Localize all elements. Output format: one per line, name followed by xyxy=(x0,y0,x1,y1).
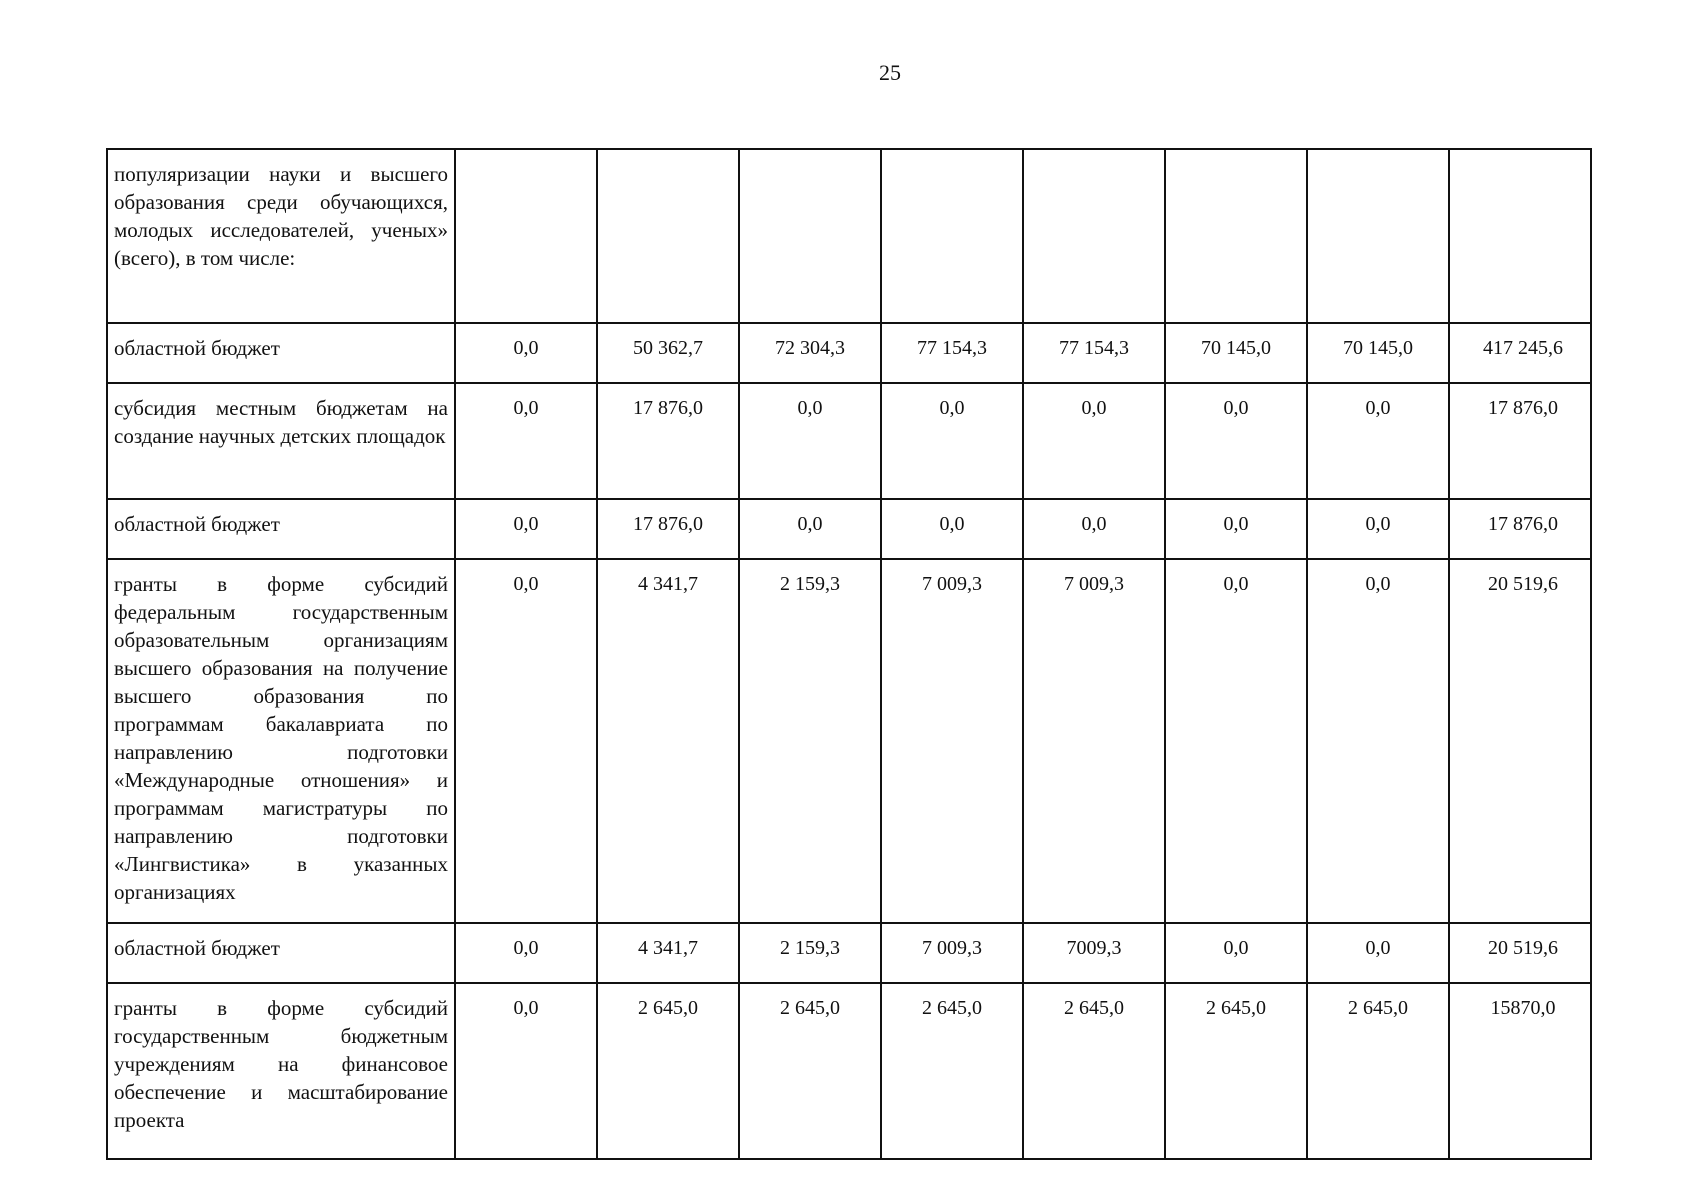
cell-value: 4 341,7 xyxy=(597,923,739,983)
row-label: областной бюджет xyxy=(107,323,455,383)
row-label: гранты в форме субсидий федеральным государственным образовательным организациям высшего образования на получение высшего образования по программам бакалавриата по направлению подготовки «Международные отношения» и программам магистратуры по направлению подготовки «Лингвистика» в указанных организациях xyxy=(107,559,455,923)
cell-value: 0,0 xyxy=(1023,383,1165,499)
row-label: субсидия местным бюджетам на создание научных детских площадок xyxy=(107,383,455,499)
cell-value: 0,0 xyxy=(739,383,881,499)
cell-value: 0,0 xyxy=(881,499,1023,559)
cell-value: 7 009,3 xyxy=(881,559,1023,923)
page-number: 25 xyxy=(879,60,901,85)
cell-value: 0,0 xyxy=(1165,499,1307,559)
table-row xyxy=(107,559,1591,923)
cell-total: 15870,0 xyxy=(1449,983,1591,1159)
row-label: областной бюджет xyxy=(107,499,455,559)
cell-value: 0,0 xyxy=(1165,559,1307,923)
cell-total: 17 876,0 xyxy=(1449,499,1591,559)
cell-value: 7 009,3 xyxy=(1023,559,1165,923)
cell-value: 0,0 xyxy=(455,983,597,1159)
cell-total: 17 876,0 xyxy=(1449,383,1591,499)
cell-value: 7 009,3 xyxy=(881,923,1023,983)
cell-value: 2 159,3 xyxy=(739,923,881,983)
cell-value: 77 154,3 xyxy=(881,323,1023,383)
cell-value: 0,0 xyxy=(455,923,597,983)
cell-value: 0,0 xyxy=(1023,499,1165,559)
cell-value: 2 159,3 xyxy=(739,559,881,923)
cell-value: 0,0 xyxy=(455,559,597,923)
cell-value xyxy=(739,149,881,323)
cell-value xyxy=(455,149,597,323)
cell-value: 0,0 xyxy=(1307,383,1449,499)
cell-value: 2 645,0 xyxy=(1023,983,1165,1159)
cell-total: 20 519,6 xyxy=(1449,923,1591,983)
table-row xyxy=(107,323,1591,383)
table-row xyxy=(107,149,1591,323)
cell-value: 2 645,0 xyxy=(739,983,881,1159)
cell-value: 50 362,7 xyxy=(597,323,739,383)
cell-value: 72 304,3 xyxy=(739,323,881,383)
cell-value xyxy=(1307,149,1449,323)
cell-total xyxy=(1449,149,1591,323)
cell-value: 0,0 xyxy=(739,499,881,559)
cell-value: 2 645,0 xyxy=(1307,983,1449,1159)
cell-total: 417 245,6 xyxy=(1449,323,1591,383)
table-row xyxy=(107,983,1591,1159)
cell-value: 70 145,0 xyxy=(1307,323,1449,383)
row-label: гранты в форме субсидий государственным бюджетным учреждениям на финансовое обеспечение и масштабирование проекта xyxy=(107,983,455,1159)
cell-value xyxy=(881,149,1023,323)
cell-value: 0,0 xyxy=(1165,383,1307,499)
table-row xyxy=(107,383,1591,499)
cell-value xyxy=(1023,149,1165,323)
cell-value xyxy=(597,149,739,323)
cell-value: 70 145,0 xyxy=(1165,323,1307,383)
cell-value: 0,0 xyxy=(455,323,597,383)
table-row xyxy=(107,499,1591,559)
row-label: популяризации науки и высшего образования среди обучающихся, молодых исследователей, ученых» (всего), в том числе: xyxy=(107,149,455,323)
cell-value: 0,0 xyxy=(881,383,1023,499)
cell-value: 0,0 xyxy=(1307,499,1449,559)
cell-value: 17 876,0 xyxy=(597,383,739,499)
cell-value: 4 341,7 xyxy=(597,559,739,923)
cell-total: 20 519,6 xyxy=(1449,559,1591,923)
budget-table xyxy=(106,148,1592,1160)
cell-value: 0,0 xyxy=(1165,923,1307,983)
cell-value: 2 645,0 xyxy=(597,983,739,1159)
cell-value: 0,0 xyxy=(1307,559,1449,923)
cell-value: 0,0 xyxy=(455,383,597,499)
cell-value: 7009,3 xyxy=(1023,923,1165,983)
cell-value: 2 645,0 xyxy=(1165,983,1307,1159)
cell-value: 77 154,3 xyxy=(1023,323,1165,383)
row-label: областной бюджет xyxy=(107,923,455,983)
cell-value xyxy=(1165,149,1307,323)
cell-value: 0,0 xyxy=(455,499,597,559)
cell-value: 0,0 xyxy=(1307,923,1449,983)
cell-value: 17 876,0 xyxy=(597,499,739,559)
table-row xyxy=(107,923,1591,983)
cell-value: 2 645,0 xyxy=(881,983,1023,1159)
